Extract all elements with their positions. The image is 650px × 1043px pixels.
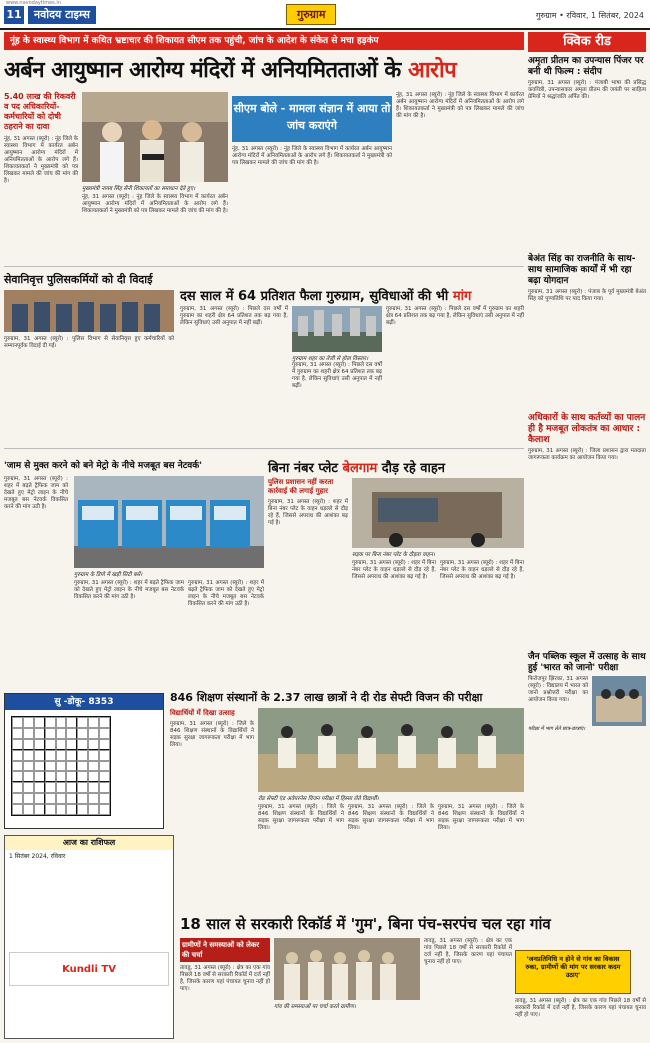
sudoku-cell — [23, 793, 34, 804]
sudoku-cell — [45, 761, 56, 772]
school-story-col4 — [438, 804, 524, 904]
kundli-promo: Kundli TV — [9, 952, 169, 986]
bus-story-body-col2 — [74, 580, 184, 676]
sudoku-cell — [77, 750, 88, 761]
sudoku-cell — [12, 717, 23, 728]
lead-story-left — [4, 92, 78, 262]
sudoku-cell — [34, 804, 45, 815]
sudoku-cell — [77, 739, 88, 750]
page-number: 11 — [4, 6, 24, 24]
school-body: गुरुग्राम, 31 अगस्त (ब्यूरो) : जिले के 846 शिक्षण संस्थानों के विद्यार्थियों ने सड़क सुरक्षा जागरूकता परीक्षा में भाग लिया। — [170, 721, 254, 748]
sudoku-cell — [88, 717, 99, 728]
sudoku-cell — [23, 717, 34, 728]
divider-line — [4, 266, 524, 267]
lead-photo-caption: मुख्यमंत्री नायब सिंह सैनी शिकायतों का समाधान देते हुए। — [82, 186, 196, 192]
sudoku-cell — [99, 761, 110, 772]
sudoku-cell — [99, 804, 110, 815]
quick-read-headline-4: जैन पब्लिक स्कूल में उत्साह के साथ हुई 'भारत को जानो' परीक्षा — [528, 652, 646, 673]
bottom-body: तावडू, 31 अगस्त (ब्यूरो) : क्षेत्र का एक गांव पिछले 18 वर्षों से सरकारी रिकॉर्ड में दर्ज नहीं है, जिसके कारण यहां पंचायत चुनाव नहीं हो पाए। — [180, 965, 270, 992]
horoscope-date: 1 सितंबर 2024, रविवार — [9, 853, 66, 860]
sudoku-cell — [77, 717, 88, 728]
bottom-body-3: तावडू, 31 अगस्त (ब्यूरो) : क्षेत्र का एक गांव पिछले 18 वर्षों से सरकारी रिकॉर्ड में दर्ज नहीं है, जिसके कारण यहां पंचायत चुनाव नहीं हो पाए। — [515, 998, 646, 1018]
sudoku-cell — [12, 750, 23, 761]
lead-story-col4 — [396, 92, 524, 262]
school-story-col3 — [348, 804, 434, 904]
sudoku-cell — [34, 739, 45, 750]
vehicle-headline-text-1: बिना नंबर प्लेट — [268, 461, 343, 476]
sudoku-cell — [77, 728, 88, 739]
sudoku-cell — [88, 793, 99, 804]
expansion-body-col1 — [180, 306, 288, 444]
page-header — [0, 0, 650, 30]
quick-read-body-2: गुरुग्राम, 31 अगस्त (ब्यूरो) : पंजाब के पूर्व मुख्यमंत्री बेअंत सिंह को पुण्यतिथि पर याद किया गया। — [528, 289, 646, 302]
bus-photo — [74, 476, 264, 568]
kicker-strap: नूंह के स्वास्थ्य विभाग में कथित भ्रष्टाचार की शिकायत सीएम तक पहुंची, जांच के आदेश के संकेत से मचा हड़कंप — [4, 32, 524, 50]
bottom-story-left — [180, 938, 270, 1039]
vehicle-story-col3 — [440, 560, 524, 678]
vehicle-body: गुरुग्राम, 31 अगस्त (ब्यूरो) : शहर में बिना नंबर प्लेट के वाहन धड़ल्ले से दौड़ रहे हैं, जिससे अपराध की आशंका बढ़ गई है। — [268, 499, 348, 526]
police-body-text: गुरुग्राम, 31 अगस्त (ब्यूरो) : पुलिस विभाग से सेवानिवृत्त हुए कर्मचारियों को सम्मानपूर्वक विदाई दी गई। — [4, 336, 174, 349]
sudoku-cell — [45, 771, 56, 782]
sudoku-cell — [34, 761, 45, 772]
sudoku-cell — [56, 717, 67, 728]
sudoku-cell — [23, 782, 34, 793]
sudoku-cell — [77, 761, 88, 772]
school-story-headline: 846 शिक्षण संस्थानों के 2.37 लाख छात्रों ने दी रोड सेफ्टी विजन की परीक्षा — [170, 691, 483, 704]
bus-body-3: गुरुग्राम, 31 अगस्त (ब्यूरो) : शहर में बढ़ते ट्रैफिक जाम को देखते हुए मेट्रो लाइन के नीचे मजबूत बस नेटवर्क विकसित करने की मांग उठी है। — [188, 580, 264, 607]
sudoku-cell — [45, 804, 56, 815]
sudoku-cell — [99, 739, 110, 750]
sudoku-cell — [45, 750, 56, 761]
school-exam-caption: परीक्षा में भाग लेते छात्र-छात्राएं। — [528, 726, 586, 732]
sudoku-cell — [56, 771, 67, 782]
sudoku-cell — [12, 782, 23, 793]
expansion-body-col2 — [292, 362, 382, 444]
vehicle-bullet: पुलिस प्रशासन नहीं करता कार्रवाई की लगाई गुहार — [268, 478, 334, 495]
sudoku-cell — [45, 717, 56, 728]
vehicle-story-headline — [268, 458, 524, 476]
sudoku-cell — [23, 804, 34, 815]
sudoku-cell — [34, 750, 45, 761]
bus-body-2: गुरुग्राम, 31 अगस्त (ब्यूरो) : शहर में बढ़ते ट्रैफिक जाम को देखते हुए मेट्रो लाइन के नीचे मजबूत बस नेटवर्क विकसित करने की मांग उठी है। — [74, 580, 184, 600]
sudoku-cell — [66, 728, 77, 739]
sudoku-cell — [66, 739, 77, 750]
school-story-col2 — [258, 804, 344, 904]
sudoku-title: सु -डोकू- 8353 — [5, 694, 163, 710]
sudoku-cell — [99, 782, 110, 793]
bus-story-body-col1 — [4, 476, 68, 676]
school-exam-photo — [592, 676, 646, 726]
lead-body-col3: नूंह, 31 अगस्त (ब्यूरो) : नूंह जिले के स्वास्थ्य विभाग में कार्यरत अर्बन आयुष्मान आरोग्य मंदिरों में अनियमितताओं के आरोप लगे हैं। शिकायतकर्ता ने मुख्यमंत्री को पत्र लिखकर मामले की जांच की मांग की है। — [232, 146, 392, 166]
sudoku-cell — [56, 728, 67, 739]
vehicle-story-left — [268, 478, 348, 678]
vehicle-body-2: गुरुग्राम, 31 अगस्त (ब्यूरो) : शहर में बिना नंबर प्लेट के वाहन धड़ल्ले से दौड़ रहे हैं, जिससे अपराध की आशंका बढ़ गई है। — [352, 560, 436, 580]
bottom-body-2: तावडू, 31 अगस्त (ब्यूरो) : क्षेत्र का एक गांव पिछले 18 वर्षों से सरकारी रिकॉर्ड में दर्ज नहीं है, जिसके कारण यहां पंचायत चुनाव नहीं हो पाए। — [424, 938, 512, 965]
sudoku-cell — [88, 804, 99, 815]
police-story-headline: सेवानिवृत्त पुलिसकर्मियों को दी विदाई — [4, 273, 153, 286]
horoscope-box — [4, 835, 174, 1039]
masthead-logo: नवोदय टाइम्स — [28, 6, 96, 24]
expansion-headline — [180, 286, 524, 304]
sudoku-cell — [66, 782, 77, 793]
sudoku-cell — [34, 728, 45, 739]
sudoku-cell — [45, 739, 56, 750]
school-body-3: गुरुग्राम, 31 अगस्त (ब्यूरो) : जिले के 846 शिक्षण संस्थानों के विद्यार्थियों ने सड़क सुरक्षा जागरूकता परीक्षा में भाग लिया। — [348, 804, 434, 831]
sudoku-cell — [12, 761, 23, 772]
main-headline — [4, 54, 524, 88]
sudoku-cell — [77, 771, 88, 782]
sudoku-cell — [88, 739, 99, 750]
vehicle-headline-accent: बेलगाम — [342, 461, 378, 476]
sudoku-cell — [45, 782, 56, 793]
sudoku-cell — [45, 728, 56, 739]
main-headline-text: अर्बन आयुष्मान आरोग्य मंदिरों में अनियमितताओं के — [4, 57, 408, 83]
bus-caption: गुरुग्राम के डिपो में खड़ी सिटी बसें। — [74, 572, 143, 578]
main-headline-accent: आरोप — [407, 57, 457, 83]
sudoku-cell — [66, 804, 77, 815]
quick-read-column — [528, 56, 646, 732]
sudoku-cell — [34, 782, 45, 793]
sudoku-cell — [12, 739, 23, 750]
police-photo — [4, 290, 174, 332]
vehicle-body-3: गुरुग्राम, 31 अगस्त (ब्यूरो) : शहर में बिना नंबर प्लेट के वाहन धड़ल्ले से दौड़ रहे हैं, जिससे अपराध की आशंका बढ़ गई है। — [440, 560, 524, 580]
sudoku-cell — [34, 771, 45, 782]
vehicle-caption: सड़क पर बिना नंबर प्लेट के दौड़ता वाहन। — [352, 552, 435, 558]
sudoku-cell — [34, 793, 45, 804]
expansion-headline-accent: मांग — [452, 289, 472, 304]
lead-body: नूंह, 31 अगस्त (ब्यूरो) : नूंह जिले के स्वास्थ्य विभाग में कार्यरत अर्बन आयुष्मान आरोग्य मंदिरों में अनियमितताओं के आरोप लगे हैं। शिकायतकर्ता ने मुख्यमंत्री को पत्र लिखकर मामले की जांच की मांग की है। — [4, 136, 78, 184]
school-story-left — [170, 708, 254, 858]
sudoku-cell — [34, 717, 45, 728]
sudoku-cell — [77, 782, 88, 793]
sudoku-cell — [66, 717, 77, 728]
sudoku-cell — [99, 771, 110, 782]
sudoku-cell — [12, 728, 23, 739]
sudoku-cell — [77, 793, 88, 804]
lead-body-col4: नूंह, 31 अगस्त (ब्यूरो) : नूंह जिले के स्वास्थ्य विभाग में कार्यरत अर्बन आयुष्मान आरोग्य मंदिरों में अनियमितताओं के आरोप लगे हैं। शिकायतकर्ता ने मुख्यमंत्री को पत्र लिखकर मामले की जांच की मांग की है। — [396, 92, 524, 119]
school-caption: रोड सेफ्टी एंड अवेयरनेस विजन परीक्षा में हिस्सा लेते विद्यार्थी। — [258, 796, 379, 802]
lead-bullet: 5.40 लाख की रिकवरी व पद अधिकारियों-कर्मचारियों को दोषी ठहराने का दावा — [4, 92, 76, 131]
dateline: गुरुग्राम • रविवार, 1 सितंबर, 2024 — [535, 11, 644, 20]
quote-callout: 'जनप्रतिनिधि न होने से गांव का विकास रुका, ग्रामीणों की मांग पर सरकार कदम उठाए' — [515, 950, 631, 994]
expansion-body-3: गुरुग्राम, 31 अगस्त (ब्यूरो) : पिछले दस वर्षों में गुरुग्राम का शहरी क्षेत्र 64 प्रतिशत तक बढ़ गया है, लेकिन सुविधाएं उसी अनुपात में नहीं बढ़ीं। — [386, 306, 524, 326]
sudoku-cell — [99, 750, 110, 761]
police-story-body — [4, 336, 174, 444]
bus-body: गुरुग्राम, 31 अगस्त (ब्यूरो) : शहर में बढ़ते ट्रैफिक जाम को देखते हुए मेट्रो लाइन के नीचे मजबूत बस नेटवर्क विकसित करने की मांग उठी है। — [4, 476, 68, 510]
sudoku-cell — [12, 804, 23, 815]
sudoku-cell — [12, 793, 23, 804]
site-url: www.navodaytimes.in — [6, 0, 61, 6]
sudoku-cell — [12, 771, 23, 782]
lead-photo — [82, 92, 228, 182]
sudoku-cell — [56, 793, 67, 804]
sudoku-cell — [56, 782, 67, 793]
bottom-photo — [274, 938, 420, 1000]
bottom-caption: गांव की समस्याओं पर चर्चा करते ग्रामीण। — [274, 1004, 356, 1010]
quick-read-body-3: गुरुग्राम, 31 अगस्त (ब्यूरो) : जिला प्रशासन द्वारा मतदाता जागरूकता कार्यक्रम का आयोजन किया गया। — [528, 448, 646, 461]
school-photo — [258, 708, 524, 792]
sudoku-cell — [88, 728, 99, 739]
horoscope-title: आज का राशिफल — [5, 836, 173, 850]
sudoku-cell — [23, 761, 34, 772]
lead-story-col3 — [232, 146, 392, 262]
expansion-photo — [292, 306, 382, 352]
vehicle-photo — [352, 478, 524, 548]
sudoku-grid — [11, 716, 111, 816]
sudoku-cell — [88, 782, 99, 793]
sudoku-cell — [23, 739, 34, 750]
bus-story-headline: 'जाम से मुक्त करने को बने मेट्रो के नीचे मजबूत बस नेटवर्क' — [4, 461, 202, 471]
vehicle-story-col2 — [352, 560, 436, 678]
quick-read-headline-3: अधिकारों के साथ कर्तव्यों का पालन ही है मजबूत लोकतंत्र का आधार : कैलाश — [528, 413, 646, 445]
bottom-story-col2 — [424, 938, 512, 1039]
sudoku-cell — [56, 750, 67, 761]
quick-read-body-1: गुरुग्राम, 31 अगस्त (ब्यूरो) : पंजाबी भाषा की प्रसिद्ध कवयित्री, उपन्यासकार अमृता प्रीतम की जयंती पर साहित्य प्रेमियों ने श्रद्धांजलि अर्पित की। — [528, 80, 646, 100]
school-body-2: गुरुग्राम, 31 अगस्त (ब्यूरो) : जिले के 846 शिक्षण संस्थानों के विद्यार्थियों ने सड़क सुरक्षा जागरूकता परीक्षा में भाग लिया। — [258, 804, 344, 831]
sudoku-puzzle — [4, 693, 164, 829]
bottom-story-headline: 18 साल से सरकारी रिकॉर्ड में 'गुम', बिना पंच-सरपंच चल रहा गांव — [180, 915, 551, 933]
lead-body-continued: नूंह, 31 अगस्त (ब्यूरो) : नूंह जिले के स्वास्थ्य विभाग में कार्यरत अर्बन आयुष्मान आरोग्य मंदिरों में अनियमितताओं के आरोप लगे हैं। शिकायतकर्ता ने मुख्यमंत्री को पत्र लिखकर मामले की जांच की मांग की है। — [82, 194, 228, 214]
school-body-4: गुरुग्राम, 31 अगस्त (ब्यूरो) : जिले के 846 शिक्षण संस्थानों के विद्यार्थियों ने सड़क सुरक्षा जागरूकता परीक्षा में भाग लिया। — [438, 804, 524, 831]
quick-read-body-4: फिरोजपुर झिरका, 31 अगस्त (ब्यूरो) : विद्यालय में भारत को जानो प्रश्नोत्तरी परीक्षा का आयोजन किया गया। — [528, 676, 588, 703]
vehicle-headline-text-2: दौड़ रहे वाहन — [377, 461, 445, 476]
school-bullet: विद्यार्थियों में दिखा उत्साह — [170, 709, 235, 717]
sudoku-cell — [66, 771, 77, 782]
expansion-caption: गुरुग्राम शहर का तेजी से होता विस्तार। — [292, 356, 369, 362]
bus-story-body-col3 — [188, 580, 264, 676]
sudoku-cell — [66, 793, 77, 804]
sudoku-cell — [23, 728, 34, 739]
cm-quote-box: सीएम बोले - मामला संज्ञान में आया तो जांच कराएंगे — [232, 96, 392, 142]
sudoku-cell — [88, 771, 99, 782]
bottom-story-col3 — [515, 998, 646, 1039]
divider-line — [4, 448, 524, 449]
expansion-body-col3 — [386, 306, 524, 444]
lead-story-mid — [82, 194, 228, 262]
bottom-bullet: ग्रामीणों ने समस्याओं को लेकर की चर्चा — [180, 938, 270, 962]
sudoku-cell — [56, 761, 67, 772]
sudoku-cell — [23, 771, 34, 782]
sudoku-cell — [88, 750, 99, 761]
expansion-body-2: गुरुग्राम, 31 अगस्त (ब्यूरो) : पिछले दस वर्षों में गुरुग्राम का शहरी क्षेत्र 64 प्रतिशत तक बढ़ गया है, लेकिन सुविधाएं उसी अनुपात में नहीं बढ़ीं। — [292, 362, 382, 389]
section-label: गुरुग्राम — [286, 4, 336, 25]
sudoku-cell — [66, 750, 77, 761]
sudoku-cell — [99, 793, 110, 804]
sudoku-cell — [77, 804, 88, 815]
sudoku-cell — [66, 761, 77, 772]
sudoku-cell — [45, 793, 56, 804]
sudoku-cell — [56, 739, 67, 750]
sudoku-cell — [88, 761, 99, 772]
sudoku-cell — [99, 728, 110, 739]
sudoku-cell — [56, 804, 67, 815]
quick-read-tab: क्विक रीड — [528, 32, 646, 52]
sudoku-cell — [99, 717, 110, 728]
quick-read-headline-1: अमृता प्रीतम का उपन्यास पिंजर पर बनी थी फिल्म : संदीप — [528, 56, 644, 77]
expansion-body: गुरुग्राम, 31 अगस्त (ब्यूरो) : पिछले दस वर्षों में गुरुग्राम का शहरी क्षेत्र 64 प्रतिशत तक बढ़ गया है, लेकिन सुविधाएं उसी अनुपात में नहीं बढ़ीं। — [180, 306, 288, 326]
expansion-headline-text: दस साल में 64 प्रतिशत फैला गुरुग्राम, सुविधाओं की भी — [180, 289, 453, 304]
quick-read-headline-2: बेअंत सिंह का राजनीति के साथ-साथ सामाजिक कार्यों में भी रहा बढ़ा योगदान — [528, 254, 636, 286]
sudoku-cell — [23, 750, 34, 761]
